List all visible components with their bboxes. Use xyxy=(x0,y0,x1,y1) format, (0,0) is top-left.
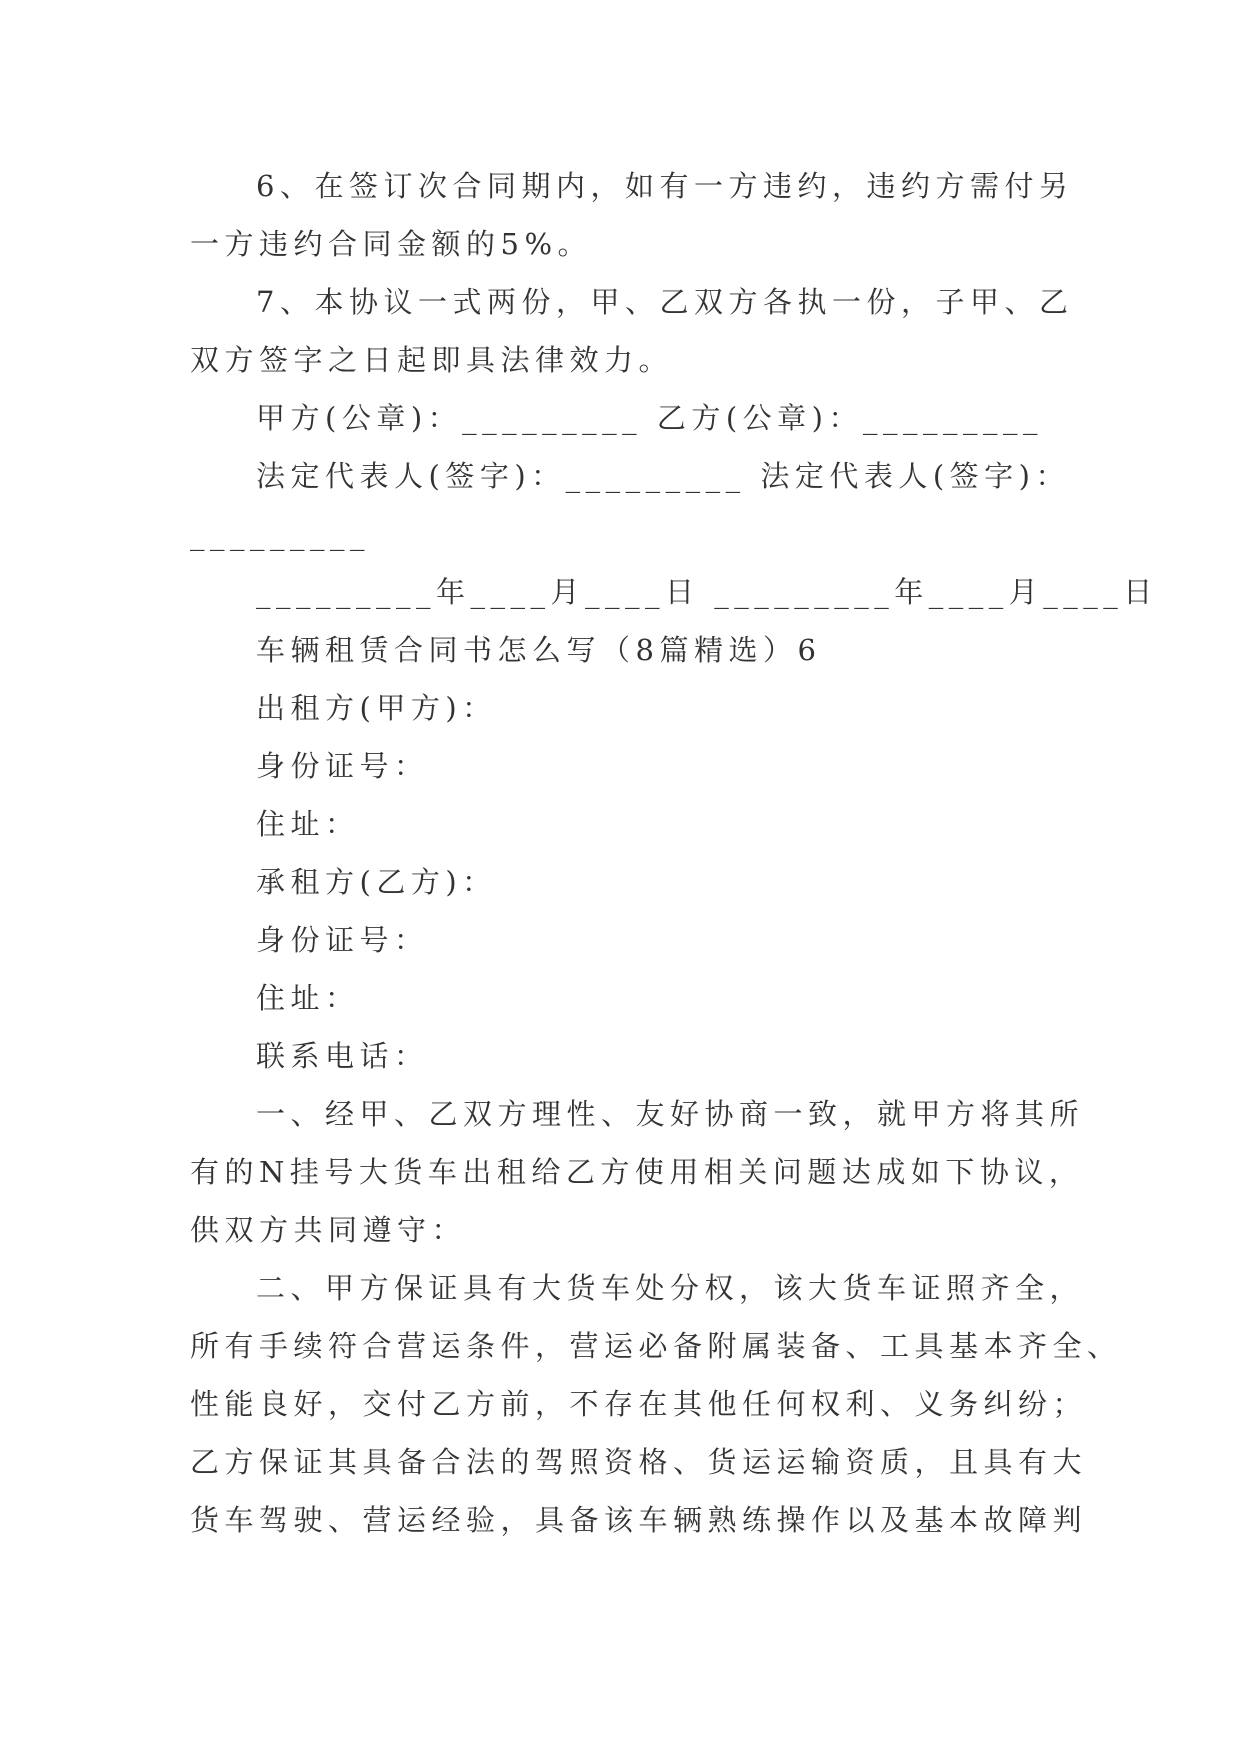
lessor-id-label: 身份证号： xyxy=(256,749,429,783)
article-1-line-3: 供双方共同遵守： xyxy=(190,1213,467,1247)
article-1-line-2: 有的N挂号大货车出租给乙方使用相关问题达成如下协议， xyxy=(190,1155,1084,1189)
lessee-id-label: 身份证号： xyxy=(256,923,429,957)
lessor-label: 出租方(甲方)： xyxy=(256,691,497,725)
clause-6-line-2: 一方违约合同金额的5%。 xyxy=(190,227,593,261)
representative-blank-line: _________ xyxy=(190,517,370,551)
section-title: 车辆租赁合同书怎么写（8篇精选）6 xyxy=(256,633,822,667)
lessor-address-label: 住址： xyxy=(256,807,360,841)
seal-line: 甲方(公章)：_________ 乙方(公章)：_________ xyxy=(256,401,1043,435)
article-2-line-4: 乙方保证其具备合法的驾照资格、货运运输资质，且具有大 xyxy=(190,1445,1088,1479)
article-1-line-1: 一、经甲、乙双方理性、友好协商一致，就甲方将其所 xyxy=(256,1097,1085,1131)
article-2-line-1: 二、甲方保证具有大货车处分权，该大货车证照齐全， xyxy=(256,1271,1085,1305)
lessee-label: 承租方(乙方)： xyxy=(256,865,497,899)
article-2-line-2: 所有手续符合营运条件，营运必备附属装备、工具基本齐全、 xyxy=(190,1329,1122,1363)
article-2-line-5: 货车驾驶、营运经验，具备该车辆熟练操作以及基本故障判 xyxy=(190,1503,1088,1537)
clause-6-line-1: 6、在签订次合同期内，如有一方违约，违约方需付另 xyxy=(256,169,1074,203)
clause-7-line-1: 7、本协议一式两份，甲、乙双方各执一份，子甲、乙 xyxy=(256,285,1074,319)
contact-phone-label: 联系电话： xyxy=(256,1039,429,1073)
date-line: _________年____月____日 _________年____月____日 xyxy=(256,575,1158,609)
clause-7-line-2: 双方签字之日起即具法律效力。 xyxy=(190,343,674,377)
lessee-address-label: 住址： xyxy=(256,981,360,1015)
article-2-line-3: 性能良好，交付乙方前，不存在其他任何权利、义务纠纷； xyxy=(190,1387,1088,1421)
representative-line: 法定代表人(签字)：_________ 法定代表人(签字)： xyxy=(256,459,1070,493)
